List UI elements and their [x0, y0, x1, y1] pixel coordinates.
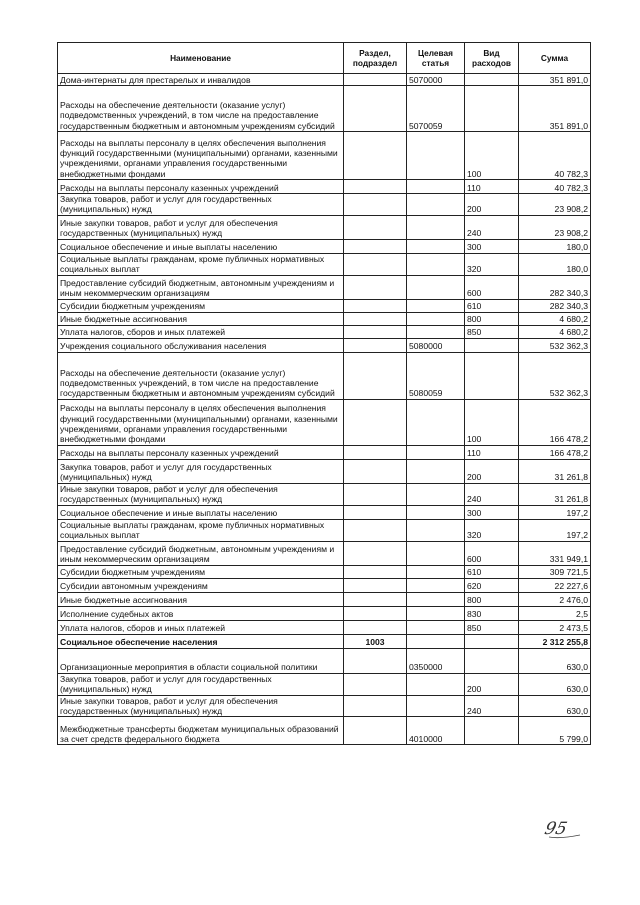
cell-target: 4010000	[407, 717, 465, 745]
cell-target	[407, 620, 465, 634]
cell-name: Иные бюджетные ассигнования	[58, 312, 344, 325]
cell-sum: 197,2	[519, 505, 591, 519]
cell-sum: 4 680,2	[519, 312, 591, 325]
table-row	[58, 338, 591, 352]
cell-target	[407, 325, 465, 338]
cell-name: Социальное обеспечение и иные выплаты населению	[58, 239, 344, 253]
cell-name: Иные закупки товаров, работ и услуг для обеспечения государственных (муниципальных) нужд	[58, 483, 344, 505]
cell-section	[344, 132, 407, 180]
cell-sum: 2 476,0	[519, 592, 591, 606]
cell-target	[407, 459, 465, 483]
cell-sum: 40 782,3	[519, 132, 591, 180]
cell-name: Социальное обеспечение и иные выплаты населению	[58, 505, 344, 519]
cell-name: Расходы на выплаты персоналу казенных учреждений	[58, 180, 344, 194]
cell-kind	[465, 338, 519, 352]
cell-sum: 166 478,2	[519, 445, 591, 459]
cell-section	[344, 620, 407, 634]
cell-section	[344, 253, 407, 275]
cell-kind: 240	[465, 483, 519, 505]
cell-name: Субсидии бюджетным учреждениям	[58, 299, 344, 312]
cell-kind: 620	[465, 578, 519, 592]
table-row	[58, 180, 591, 194]
cell-section	[344, 445, 407, 459]
table-row	[58, 695, 591, 717]
cell-name: Организационные мероприятия в области социальной политики	[58, 648, 344, 673]
cell-sum: 532 362,3	[519, 352, 591, 399]
cell-sum: 2 473,5	[519, 620, 591, 634]
cell-sum: 630,0	[519, 673, 591, 695]
cell-name: Иные закупки товаров, работ и услуг для обеспечения государственных (муниципальных) нужд	[58, 695, 344, 717]
cell-kind: 600	[465, 275, 519, 299]
cell-kind	[465, 86, 519, 132]
cell-name: Учреждения социального обслуживания населения	[58, 338, 344, 352]
cell-target	[407, 215, 465, 239]
table-row	[58, 215, 591, 239]
cell-kind: 240	[465, 215, 519, 239]
table-row	[58, 275, 591, 299]
table-row	[58, 565, 591, 578]
cell-kind: 200	[465, 194, 519, 216]
cell-section	[344, 338, 407, 352]
table-row	[58, 299, 591, 312]
cell-target	[407, 132, 465, 180]
table-row	[58, 132, 591, 180]
cell-sum: 351 891,0	[519, 86, 591, 132]
cell-kind: 320	[465, 253, 519, 275]
cell-sum: 180,0	[519, 239, 591, 253]
cell-target	[407, 565, 465, 578]
cell-target: 5070000	[407, 74, 465, 86]
cell-kind: 610	[465, 565, 519, 578]
table-row	[58, 459, 591, 483]
table-row	[58, 673, 591, 695]
table-row	[58, 325, 591, 338]
cell-target	[407, 239, 465, 253]
cell-section	[344, 299, 407, 312]
cell-target: 0350000	[407, 648, 465, 673]
table-row	[58, 445, 591, 459]
cell-target	[407, 541, 465, 565]
cell-name: Расходы на обеспечение деятельности (оказание услуг) подведомственных учреждений, в том числе на предоставление государственным бюджетным и автономным учреждениям субсидий	[58, 352, 344, 399]
table-row	[58, 648, 591, 673]
table-row	[58, 74, 591, 86]
cell-section	[344, 352, 407, 399]
cell-section	[344, 578, 407, 592]
cell-name: Субсидии бюджетным учреждениям	[58, 565, 344, 578]
cell-sum: 23 908,2	[519, 215, 591, 239]
budget-table	[57, 42, 591, 745]
header-kind: Вид расходов	[465, 43, 519, 74]
cell-kind	[465, 74, 519, 86]
cell-sum: 630,0	[519, 695, 591, 717]
table-row	[58, 239, 591, 253]
cell-target	[407, 483, 465, 505]
cell-sum: 309 721,5	[519, 565, 591, 578]
cell-target	[407, 673, 465, 695]
cell-name: Межбюджетные трансферты бюджетам муниципальных образований за счет средств федерального бюджета	[58, 717, 344, 745]
cell-section	[344, 483, 407, 505]
cell-name: Социальные выплаты гражданам, кроме публичных нормативных социальных выплат	[58, 519, 344, 541]
table-row	[58, 505, 591, 519]
cell-section	[344, 606, 407, 620]
cell-section	[344, 592, 407, 606]
cell-target	[407, 606, 465, 620]
table-row	[58, 634, 591, 648]
cell-target	[407, 180, 465, 194]
cell-name: Субсидии автономным учреждениям	[58, 578, 344, 592]
cell-kind: 300	[465, 239, 519, 253]
cell-target: 5080059	[407, 352, 465, 399]
cell-kind: 100	[465, 399, 519, 445]
cell-section	[344, 717, 407, 745]
cell-kind: 800	[465, 592, 519, 606]
cell-target: 5080000	[407, 338, 465, 352]
cell-name: Уплата налогов, сборов и иных платежей	[58, 325, 344, 338]
cell-sum: 4 680,2	[519, 325, 591, 338]
table-row	[58, 86, 591, 132]
cell-name: Предоставление субсидий бюджетным, автономным учреждениям и иным некоммерческим организациям	[58, 275, 344, 299]
cell-sum: 331 949,1	[519, 541, 591, 565]
table-row	[58, 620, 591, 634]
cell-sum: 5 799,0	[519, 717, 591, 745]
cell-section	[344, 239, 407, 253]
cell-kind: 320	[465, 519, 519, 541]
cell-name: Расходы на выплаты персоналу в целях обеспечения выполнения функций государственными (муниципальными) органами, казенными учреждениями, органами управления государственными внебюджетными фондами	[58, 132, 344, 180]
table-row	[58, 717, 591, 745]
cell-name: Социальное обеспечение населения	[58, 634, 344, 648]
cell-sum: 282 340,3	[519, 299, 591, 312]
cell-target	[407, 399, 465, 445]
cell-kind: 830	[465, 606, 519, 620]
header-section: Раздел, подраздел	[344, 43, 407, 74]
cell-kind: 200	[465, 459, 519, 483]
cell-section	[344, 541, 407, 565]
cell-section	[344, 275, 407, 299]
table-row	[58, 483, 591, 505]
cell-section	[344, 312, 407, 325]
cell-section	[344, 194, 407, 216]
cell-section	[344, 325, 407, 338]
cell-section	[344, 505, 407, 519]
cell-name: Расходы на выплаты персоналу казенных учреждений	[58, 445, 344, 459]
cell-name: Расходы на выплаты персоналу в целях обеспечения выполнения функций государственными (муниципальными) органами, казенными учреждениями, органами управления государственными внебюджетными фондами	[58, 399, 344, 445]
cell-name: Дома-интернаты для престарелых и инвалидов	[58, 74, 344, 86]
handwritten-page-number	[542, 817, 586, 839]
cell-kind	[465, 648, 519, 673]
table-header-row	[58, 43, 591, 74]
table-row	[58, 606, 591, 620]
table-body	[58, 74, 591, 745]
cell-target	[407, 299, 465, 312]
cell-target	[407, 253, 465, 275]
cell-name: Уплата налогов, сборов и иных платежей	[58, 620, 344, 634]
cell-sum: 282 340,3	[519, 275, 591, 299]
cell-name: Исполнение судебных актов	[58, 606, 344, 620]
cell-sum: 22 227,6	[519, 578, 591, 592]
cell-kind: 110	[465, 180, 519, 194]
cell-kind: 800	[465, 312, 519, 325]
cell-sum: 532 362,3	[519, 338, 591, 352]
cell-sum: 630,0	[519, 648, 591, 673]
cell-section	[344, 565, 407, 578]
cell-name: Социальные выплаты гражданам, кроме публичных нормативных социальных выплат	[58, 253, 344, 275]
table-row	[58, 194, 591, 216]
cell-target	[407, 592, 465, 606]
cell-name: Иные бюджетные ассигнования	[58, 592, 344, 606]
cell-name: Предоставление субсидий бюджетным, автономным учреждениям и иным некоммерческим организациям	[58, 541, 344, 565]
table-row	[58, 312, 591, 325]
cell-name: Закупка товаров, работ и услуг для государственных (муниципальных) нужд	[58, 673, 344, 695]
cell-kind: 850	[465, 620, 519, 634]
cell-kind: 600	[465, 541, 519, 565]
cell-kind: 300	[465, 505, 519, 519]
cell-section	[344, 648, 407, 673]
cell-sum: 197,2	[519, 519, 591, 541]
header-name: Наименование	[58, 43, 344, 74]
cell-kind: 850	[465, 325, 519, 338]
table-row	[58, 592, 591, 606]
cell-section	[344, 459, 407, 483]
header-target: Целевая статья	[407, 43, 465, 74]
cell-name: Иные закупки товаров, работ и услуг для обеспечения государственных (муниципальных) нужд	[58, 215, 344, 239]
cell-sum: 2,5	[519, 606, 591, 620]
cell-target	[407, 275, 465, 299]
cell-kind	[465, 352, 519, 399]
cell-section	[344, 215, 407, 239]
cell-sum: 31 261,8	[519, 483, 591, 505]
page-number-text: 95	[542, 819, 570, 839]
cell-name: Расходы на обеспечение деятельности (оказание услуг) подведомственных учреждений, в том числе на предоставление государственным бюджетным и автономным учреждениям субсидий	[58, 86, 344, 132]
cell-target: 5070059	[407, 86, 465, 132]
cell-section	[344, 86, 407, 132]
cell-sum: 351 891,0	[519, 74, 591, 86]
table-row	[58, 352, 591, 399]
cell-kind	[465, 717, 519, 745]
header-sum: Сумма	[519, 43, 591, 74]
cell-name: Закупка товаров, работ и услуг для государственных (муниципальных) нужд	[58, 194, 344, 216]
cell-kind: 100	[465, 132, 519, 180]
cell-sum: 31 261,8	[519, 459, 591, 483]
table-row	[58, 399, 591, 445]
cell-kind: 200	[465, 673, 519, 695]
cell-section	[344, 695, 407, 717]
cell-name: Закупка товаров, работ и услуг для государственных (муниципальных) нужд	[58, 459, 344, 483]
table-row	[58, 519, 591, 541]
cell-sum: 180,0	[519, 253, 591, 275]
budget-sheet	[57, 42, 591, 745]
cell-section	[344, 180, 407, 194]
cell-sum: 23 908,2	[519, 194, 591, 216]
cell-target	[407, 312, 465, 325]
cell-target	[407, 519, 465, 541]
cell-target	[407, 445, 465, 459]
cell-target	[407, 505, 465, 519]
cell-kind: 240	[465, 695, 519, 717]
cell-section	[344, 74, 407, 86]
cell-target	[407, 194, 465, 216]
cell-target	[407, 634, 465, 648]
cell-section: 1003	[344, 634, 407, 648]
cell-section	[344, 519, 407, 541]
cell-target	[407, 695, 465, 717]
cell-sum: 40 782,3	[519, 180, 591, 194]
cell-section	[344, 673, 407, 695]
cell-kind: 110	[465, 445, 519, 459]
table-row	[58, 541, 591, 565]
cell-target	[407, 578, 465, 592]
cell-kind: 610	[465, 299, 519, 312]
table-row	[58, 578, 591, 592]
cell-sum: 166 478,2	[519, 399, 591, 445]
cell-kind	[465, 634, 519, 648]
cell-section	[344, 399, 407, 445]
cell-sum: 2 312 255,8	[519, 634, 591, 648]
table-row	[58, 253, 591, 275]
